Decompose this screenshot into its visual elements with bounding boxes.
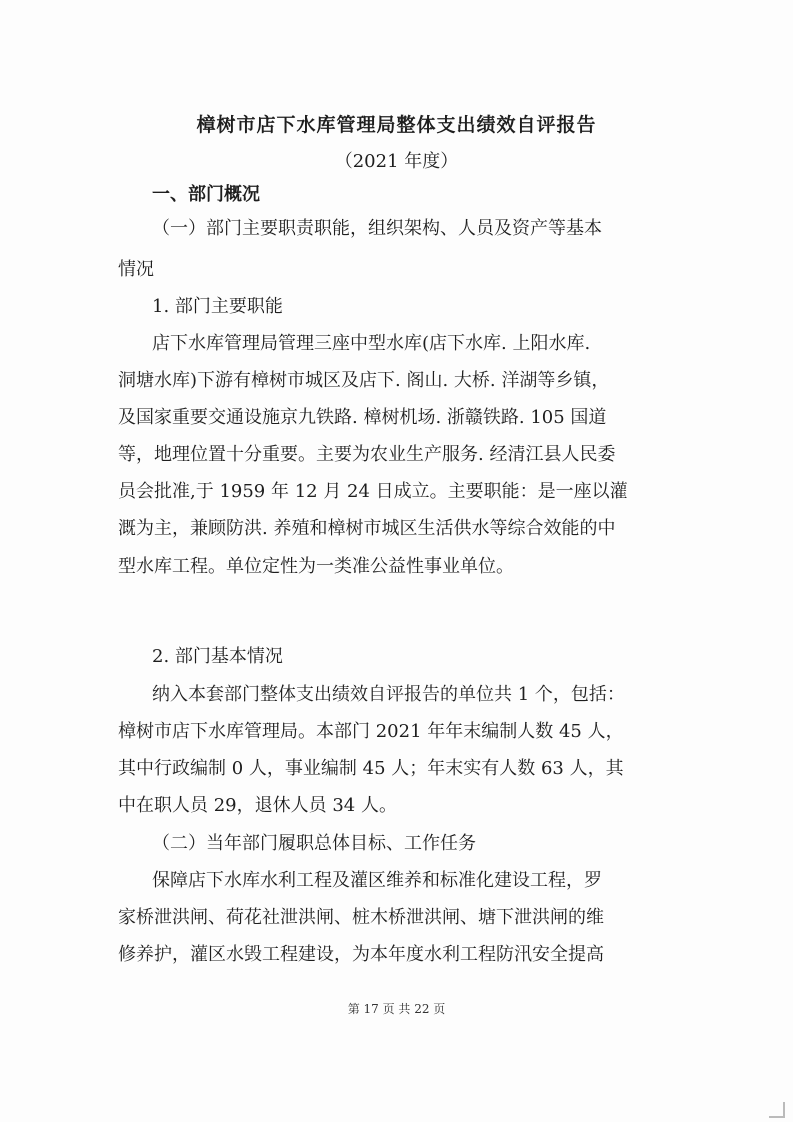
body-line: （一）部门主要职责职能，组织架构、人员及资产等基本 [152,218,602,239]
document-subtitle: （2021 年度） [334,151,459,172]
body-line: 其中行政编制 0 人，事业编制 45 人；年末实有人数 63 人，其 [118,758,624,779]
body-line: 员会批准,于 1959 年 12 月 24 日成立。主要职能：是一座以灌 [118,481,628,502]
body-line: 家桥泄洪闸、荷花社泄洪闸、桩木桥泄洪闸、塘下泄洪闸的维 [118,907,604,928]
page-footer: 第 17 页 共 22 页 [347,1002,446,1016]
body-line: 情况 [118,259,154,280]
document-title: 樟树市店下水库管理局整体支出绩效自评报告 [196,114,597,136]
body-line: 中在职人员 29，退休人员 34 人。 [118,795,397,816]
body-line: 及国家重要交通设施京九铁路. 樟树机场. 浙赣铁路. 105 国道 [118,407,607,428]
subsection-heading: （二）当年部门履职总体目标、工作任务 [152,833,476,854]
body-line: 店下水库管理局管理三座中型水库(店下水库. 上阳水库. [152,333,591,354]
subsection-heading: 2. 部门基本情况 [152,646,283,667]
body-line: 溉为主，兼顾防洪. 养殖和樟树市城区生活供水等综合效能的中 [118,518,616,539]
body-line: 保障店下水库水利工程及灌区维养和标准化建设工程，罗 [152,870,602,891]
body-line: 樟树市店下水库管理局。本部门 2021 年年末编制人数 45 人， [118,721,624,742]
body-line: 修养护，灌区水毁工程建设，为本年度水利工程防汛安全提高 [118,944,604,965]
body-line: 等，地理位置十分重要。主要为农业生产服务. 经清江县人民委 [118,444,616,465]
scan-corner-mark [769,1102,785,1118]
subsection-heading: 1. 部门主要职能 [152,296,283,317]
body-line: 纳入本套部门整体支出绩效自评报告的单位共 1 个，包括： [152,684,625,705]
body-line: 型水库工程。单位定性为一类准公益性事业单位。 [118,556,514,577]
body-line: 洞塘水库)下游有樟树市城区及店下. 阁山. 大桥. 洋湖等乡镇， [118,370,610,391]
section-heading: 一、部门概况 [152,184,260,205]
